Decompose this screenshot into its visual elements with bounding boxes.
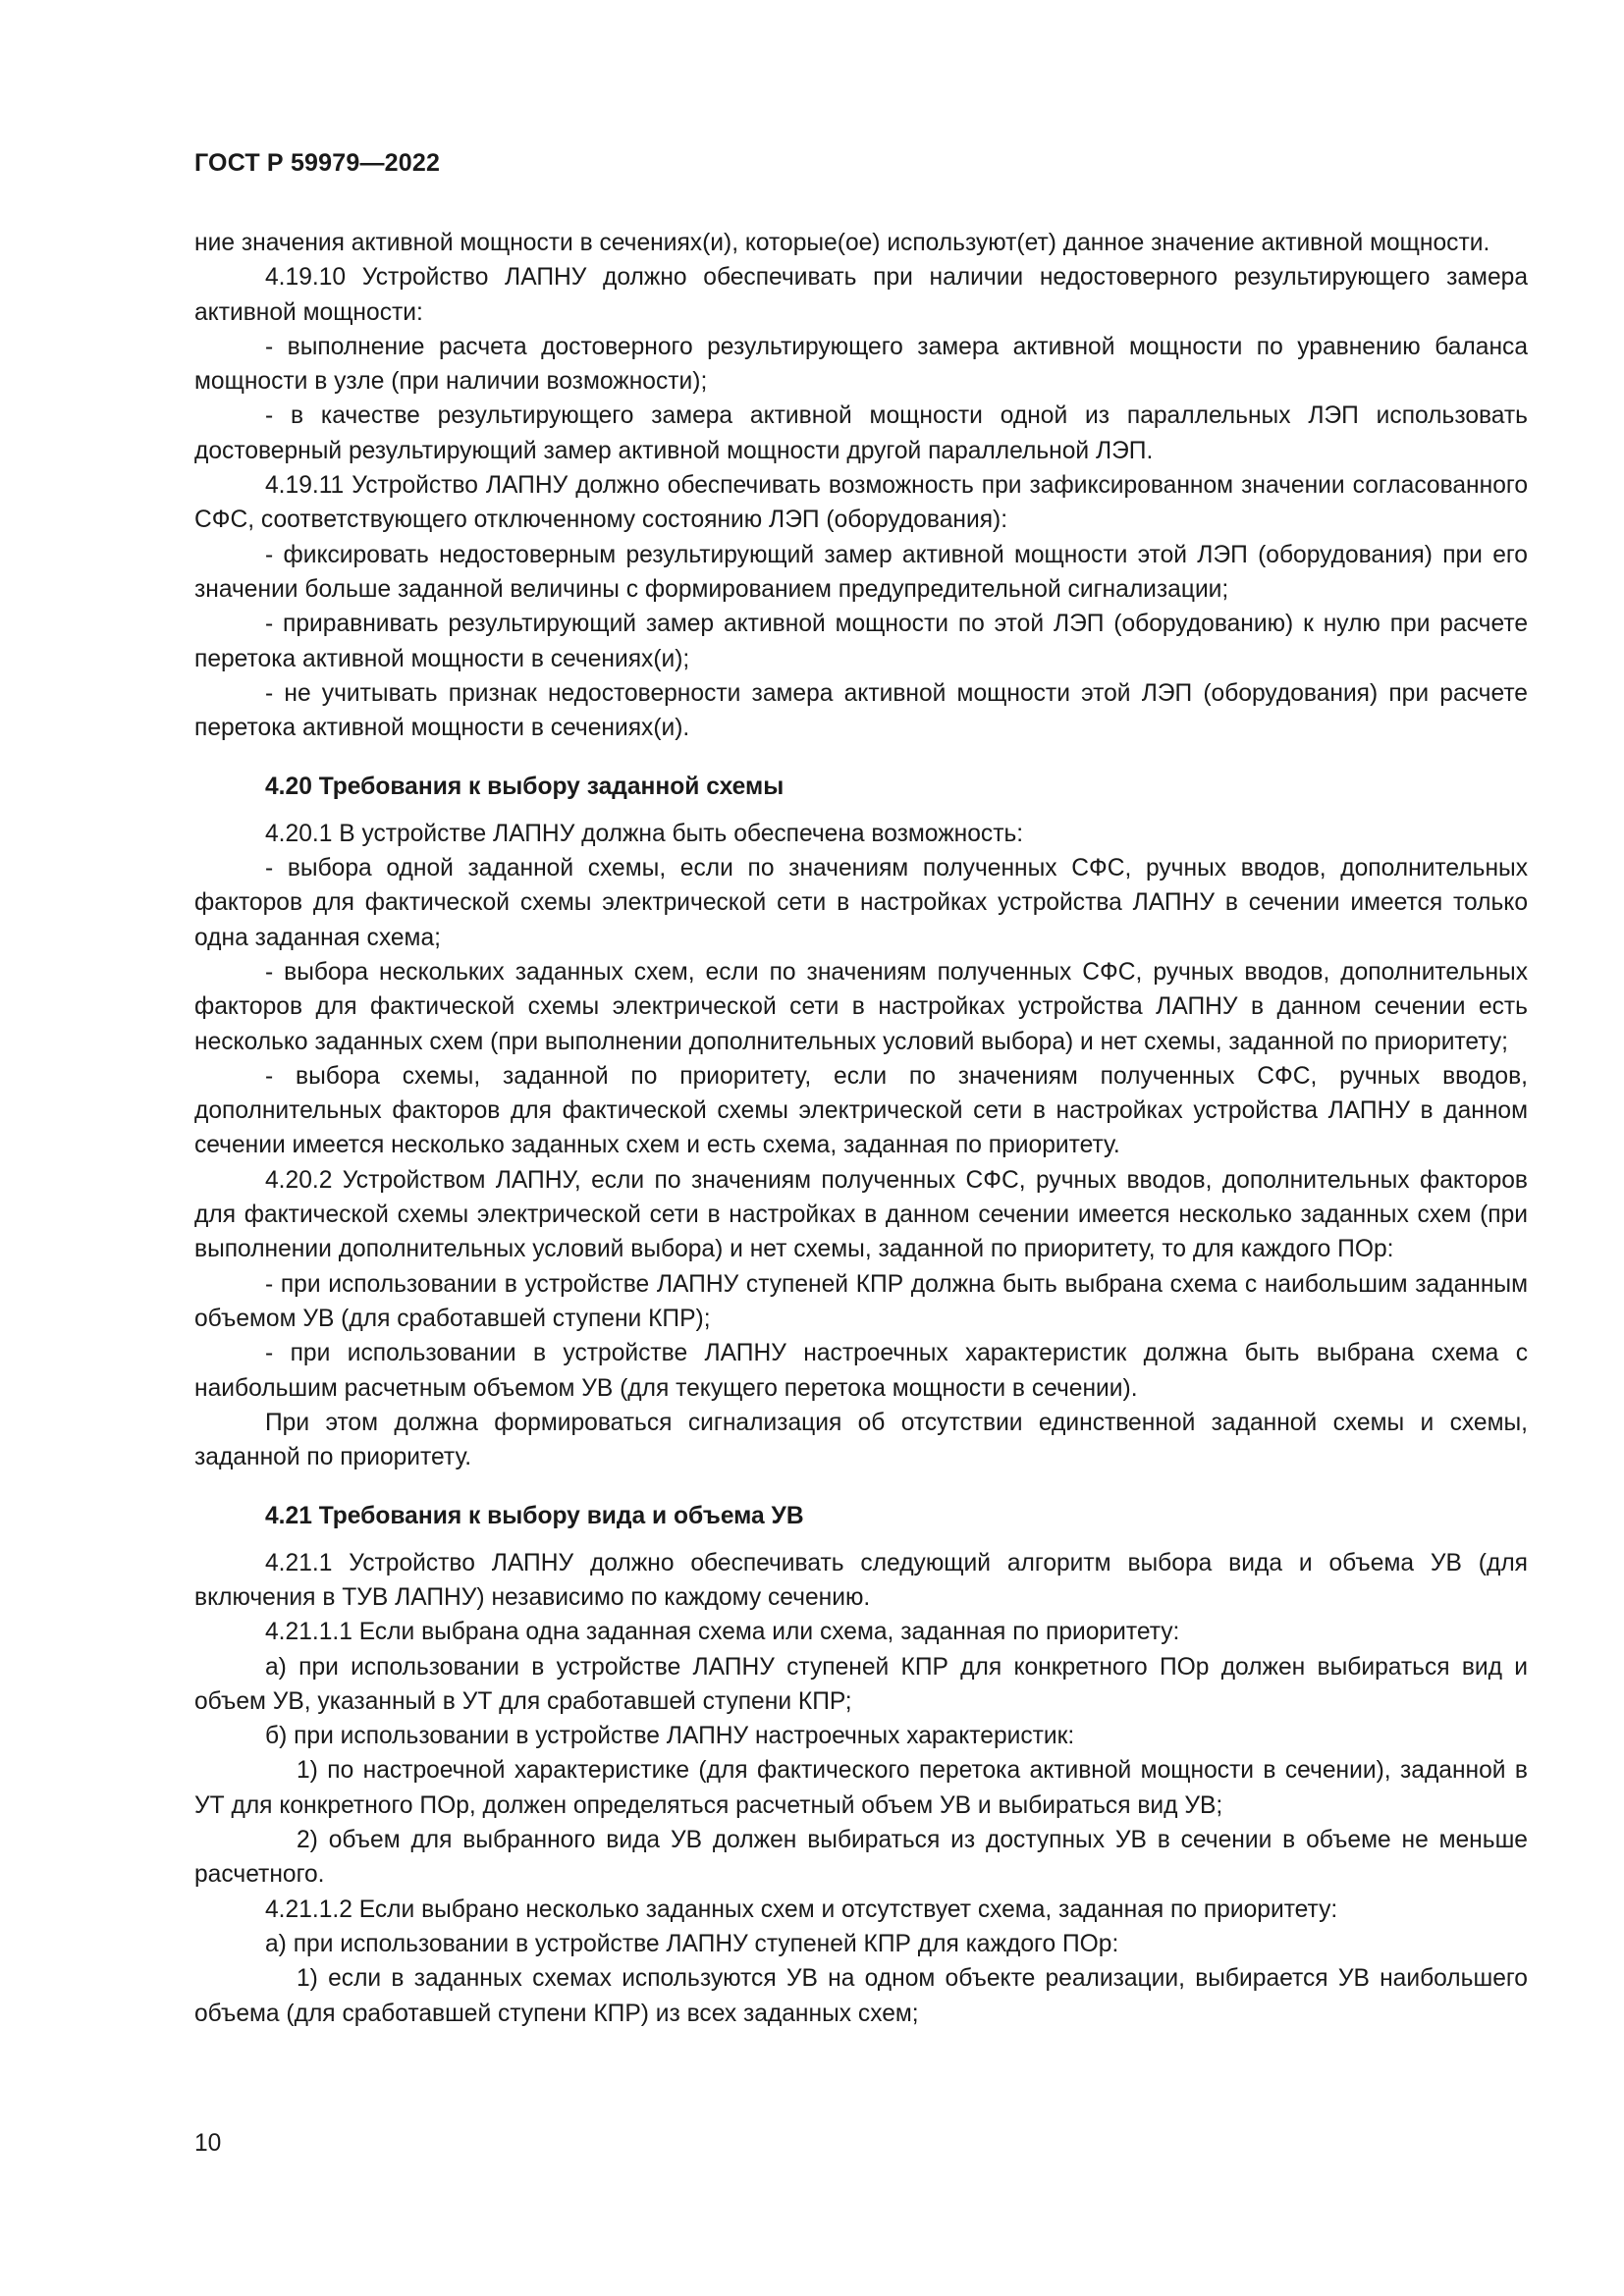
- list-item: - при использовании в устройстве ЛАПНУ настроечных характеристик должна быть выбрана схема с наибольшим расчетным объемом УВ (для текущего перетока мощности в сечении).: [194, 1340, 1528, 1402]
- list-item: - выбора нескольких заданных схем, если по значениям полученных СФС, ручных вводов, дополнительных факторов для фактической схемы электрической сети в настройках устройства ЛАПНУ в данном сечении есть несколько заданных схем (при выполнении дополнительных условий выбора) и нет схемы, заданной по приоритету;: [194, 958, 1528, 1055]
- page-number: 10: [194, 2130, 222, 2157]
- clause-4-21-1-2: 4.21.1.2 Если выбрано несколько заданных схем и отсутствует схема, заданная по приоритету:: [265, 1896, 1338, 1923]
- paragraph: При этом должна формироваться сигнализация об отсутствии единственной заданной схемы и схемы, заданной по приоритету.: [194, 1409, 1528, 1471]
- list-item: - выбора схемы, заданной по приоритету, если по значениям полученных СФС, ручных вводов, дополнительных факторов для фактической схемы электрической сети в настройках устройства ЛАПНУ в данном сечении имеется несколько заданных схем и есть схема, заданная по приоритету.: [194, 1062, 1528, 1159]
- section-heading-4-21: 4.21 Требования к выбору вида и объема УВ: [265, 1503, 804, 1530]
- list-item: - не учитывать признак недостоверности замера активной мощности этой ЛЭП (оборудования) при расчете перетока активной мощности в сечениях(и).: [194, 679, 1528, 742]
- list-item: - при использовании в устройстве ЛАПНУ ступеней КПР должна быть выбрана схема с наибольшим заданным объемом УВ (для сработавшей ступени КПР);: [194, 1270, 1528, 1332]
- sub-list-item: 1) если в заданных схемах используются УВ на одном объекте реализации, выбирается УВ наибольшего объема (для сработавшей ступени КПР) из всех заданных схем;: [194, 1965, 1528, 2027]
- list-item: - в качестве результирующего замера активной мощности одной из параллельных ЛЭП использовать достоверный результирующий замер активной мощности другой параллельной ЛЭП.: [194, 402, 1528, 464]
- list-item: а) при использовании в устройстве ЛАПНУ ступеней КПР для конкретного ПОр должен выбираться вид и объем УВ, указанный в УТ для сработавшей ступени КПР;: [194, 1653, 1528, 1715]
- list-item: - приравнивать результирующий замер активной мощности по этой ЛЭП (оборудованию) к нулю при расчете перетока активной мощности в сечениях(и);: [194, 611, 1528, 672]
- paragraph: ние значения активной мощности в сечениях(и), которые(ое) используют(ет) данное значение активной мощности.: [194, 230, 1490, 256]
- clause-4-19-10: 4.19.10 Устройство ЛАПНУ должно обеспечивать при наличии недостоверного результирующего замера активной мощности:: [194, 264, 1528, 326]
- document-body: [194, 226, 1528, 2031]
- clause-4-21-1-1: 4.21.1.1 Если выбрана одна заданная схема или схема, заданная по приоритету:: [265, 1619, 1180, 1646]
- clause-4-21-1: 4.21.1 Устройство ЛАПНУ должно обеспечивать следующий алгоритм выбора вида и объема УВ (для включения в ТУВ ЛАПНУ) независимо по каждому сечению.: [194, 1549, 1528, 1611]
- list-item: - выполнение расчета достоверного результирующего замера активной мощности по уравнению баланса мощности в узле (при наличии возможности);: [194, 333, 1528, 396]
- list-item: б) при использовании в устройстве ЛАПНУ настроечных характеристик:: [265, 1723, 1075, 1750]
- section-heading-4-20: 4.20 Требования к выбору заданной схемы: [265, 774, 785, 801]
- list-item: - выбора одной заданной схемы, если по значениям полученных СФС, ручных вводов, дополнительных факторов для фактической схемы электрической сети в настройках устройства ЛАПНУ в сечении имеется только одна заданная схема;: [194, 855, 1528, 951]
- clause-4-20-2: 4.20.2 Устройством ЛАПНУ, если по значениям полученных СФС, ручных вводов, дополнительных факторов для фактической схемы электрической сети в настройках в данном сечении имеется несколько заданных схем (при выполнении дополнительных условий выбора) и нет схемы, заданной по приоритету, то для каждого ПОр:: [194, 1166, 1528, 1263]
- clause-4-20-1: 4.20.1 В устройстве ЛАПНУ должна быть обеспечена возможность:: [265, 820, 1024, 847]
- sub-list-item: 1) по настроечной характеристике (для фактического перетока активной мощности в сечении), заданной в УТ для конкретного ПОр, должен определяться расчетный объем УВ и выбираться вид УВ;: [194, 1757, 1528, 1819]
- clause-4-19-11: 4.19.11 Устройство ЛАПНУ должно обеспечивать возможность при зафиксированном значении согласованного СФС, соответствующего отключенному состоянию ЛЭП (оборудования):: [194, 472, 1528, 534]
- list-item: а) при использовании в устройстве ЛАПНУ ступеней КПР для каждого ПОр:: [265, 1930, 1119, 1957]
- list-item: - фиксировать недостоверным результирующий замер активной мощности этой ЛЭП (оборудования) при его значении больше заданной величины с формированием предупредительной сигнализации;: [194, 541, 1528, 603]
- standard-number: ГОСТ Р 59979—2022: [194, 149, 441, 177]
- sub-list-item: 2) объем для выбранного вида УВ должен выбираться из доступных УВ в сечении в объеме не меньше расчетного.: [194, 1827, 1528, 1889]
